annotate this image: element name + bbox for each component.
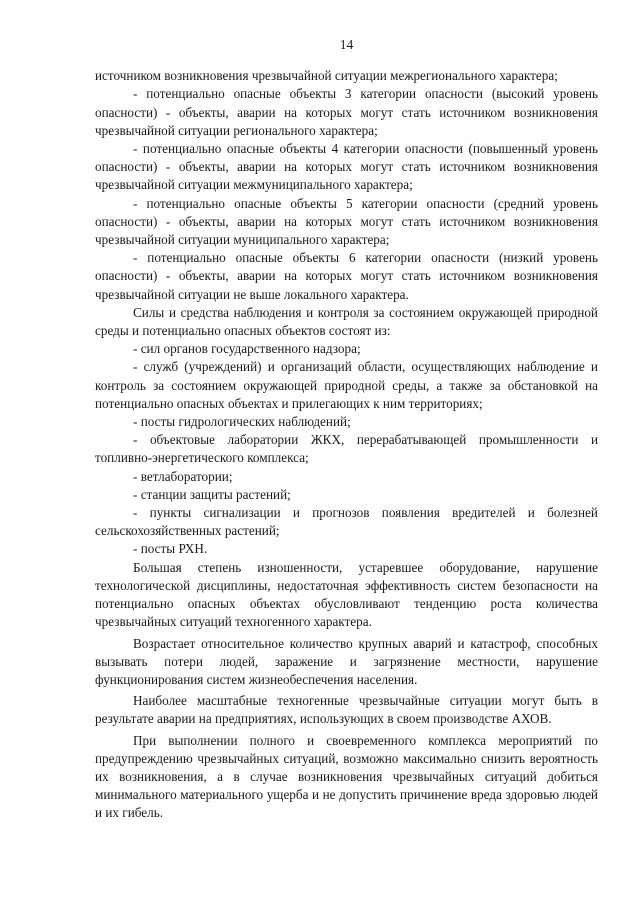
paragraph-major-accidents: Возрастает относительное количество крупных аварий и катастроф, способных вызывать потери людей, заражение и загрязнение местности, нарушение функционирования систем жизнеобеспечения населения. xyxy=(95,635,598,687)
list-item-hydrological-posts: - посты гидрологических наблюдений; xyxy=(133,414,351,430)
paragraph-large-scale-emergencies: Наиболее масштабные техногенные чрезвычайные ситуации могут быть в результате аварии на предприятиях, использующих в своем производстве АХОВ. xyxy=(95,693,598,727)
list-item-category-5: - потенциально опасные объекты 5 категории опасности (средний уровень опасности) - объекты, аварии на которых могут стать источником возникновения чрезвычайной ситуации муниципального характера; xyxy=(95,195,598,248)
page-number: 14 xyxy=(339,37,354,52)
list-item-state-supervision: - сил органов государственного надзора; xyxy=(133,341,361,357)
paragraph-forces-and-means: Силы и средства наблюдения и контроля за состоянием окружающей природной среды и потенциально опасных объектов состоят из: xyxy=(95,304,598,339)
list-item-signal-points: - пункты сигнализации и прогнозов появления вредителей и болезней сельскохозяйственных растений; xyxy=(95,505,598,539)
list-item-vet-laboratories: - ветлаборатории; xyxy=(133,468,233,484)
list-item-category-6: - потенциально опасные объекты 6 категории опасности (низкий уровень опасности) - объекты, аварии на которых могут стать источником возникновения чрезвычайной ситуации не выше локального характера. xyxy=(95,250,598,302)
list-item-plant-protection: - станции защиты растений; xyxy=(133,486,291,502)
list-item-category-3: - потенциально опасные объекты 3 категории опасности (высокий уровень опасности) - объекты, аварии на которых могут стать источником возникновения чрезвычайной ситуации регионального характера; xyxy=(95,86,598,138)
paragraph-continuation: источником возникновения чрезвычайной ситуации межрегионального характера; xyxy=(95,68,558,84)
document-page xyxy=(95,36,598,823)
paragraph-wear-and-tear: Большая степень изношенности, устаревшее оборудование, нарушение технологической дисциплины, недостаточная эффективность систем безопасности на потенциально опасных объектах обусловливают тенденцию роста количества чрезвычайных ситуаций техногенного характера. xyxy=(95,559,598,630)
list-item-facility-laboratories: - объектовые лаборатории ЖКХ, перерабатывающей промышленности и топливно-энергетического комплекса; xyxy=(95,432,598,466)
list-item-rkhn-posts: - посты РХН. xyxy=(133,541,208,557)
paragraph-prevention-measures: При выполнении полного и своевременного комплекса мероприятий по предупреждению чрезвычайных ситуаций, возможно максимально снизить вероятность их возникновения, а в случае возникновения чрезвычайных ситуаций добиться минимального материального ущерба и не допустить причинение вреда здоровью людей и их гибель. xyxy=(95,732,598,821)
list-item-services-organizations: - служб (учреждений) и организаций области, осуществляющих наблюдение и контроль за состоянием окружающей природной среды, а также за обстановкой на потенциально опасных объектах и прилегающих к ним территориях; xyxy=(95,359,598,411)
list-item-category-4: - потенциально опасные объекты 4 категории опасности (повышенный уровень опасности) - объекты, аварии на которых могут стать источником возникновения чрезвычайной ситуации межмуниципального характера; xyxy=(95,141,598,193)
